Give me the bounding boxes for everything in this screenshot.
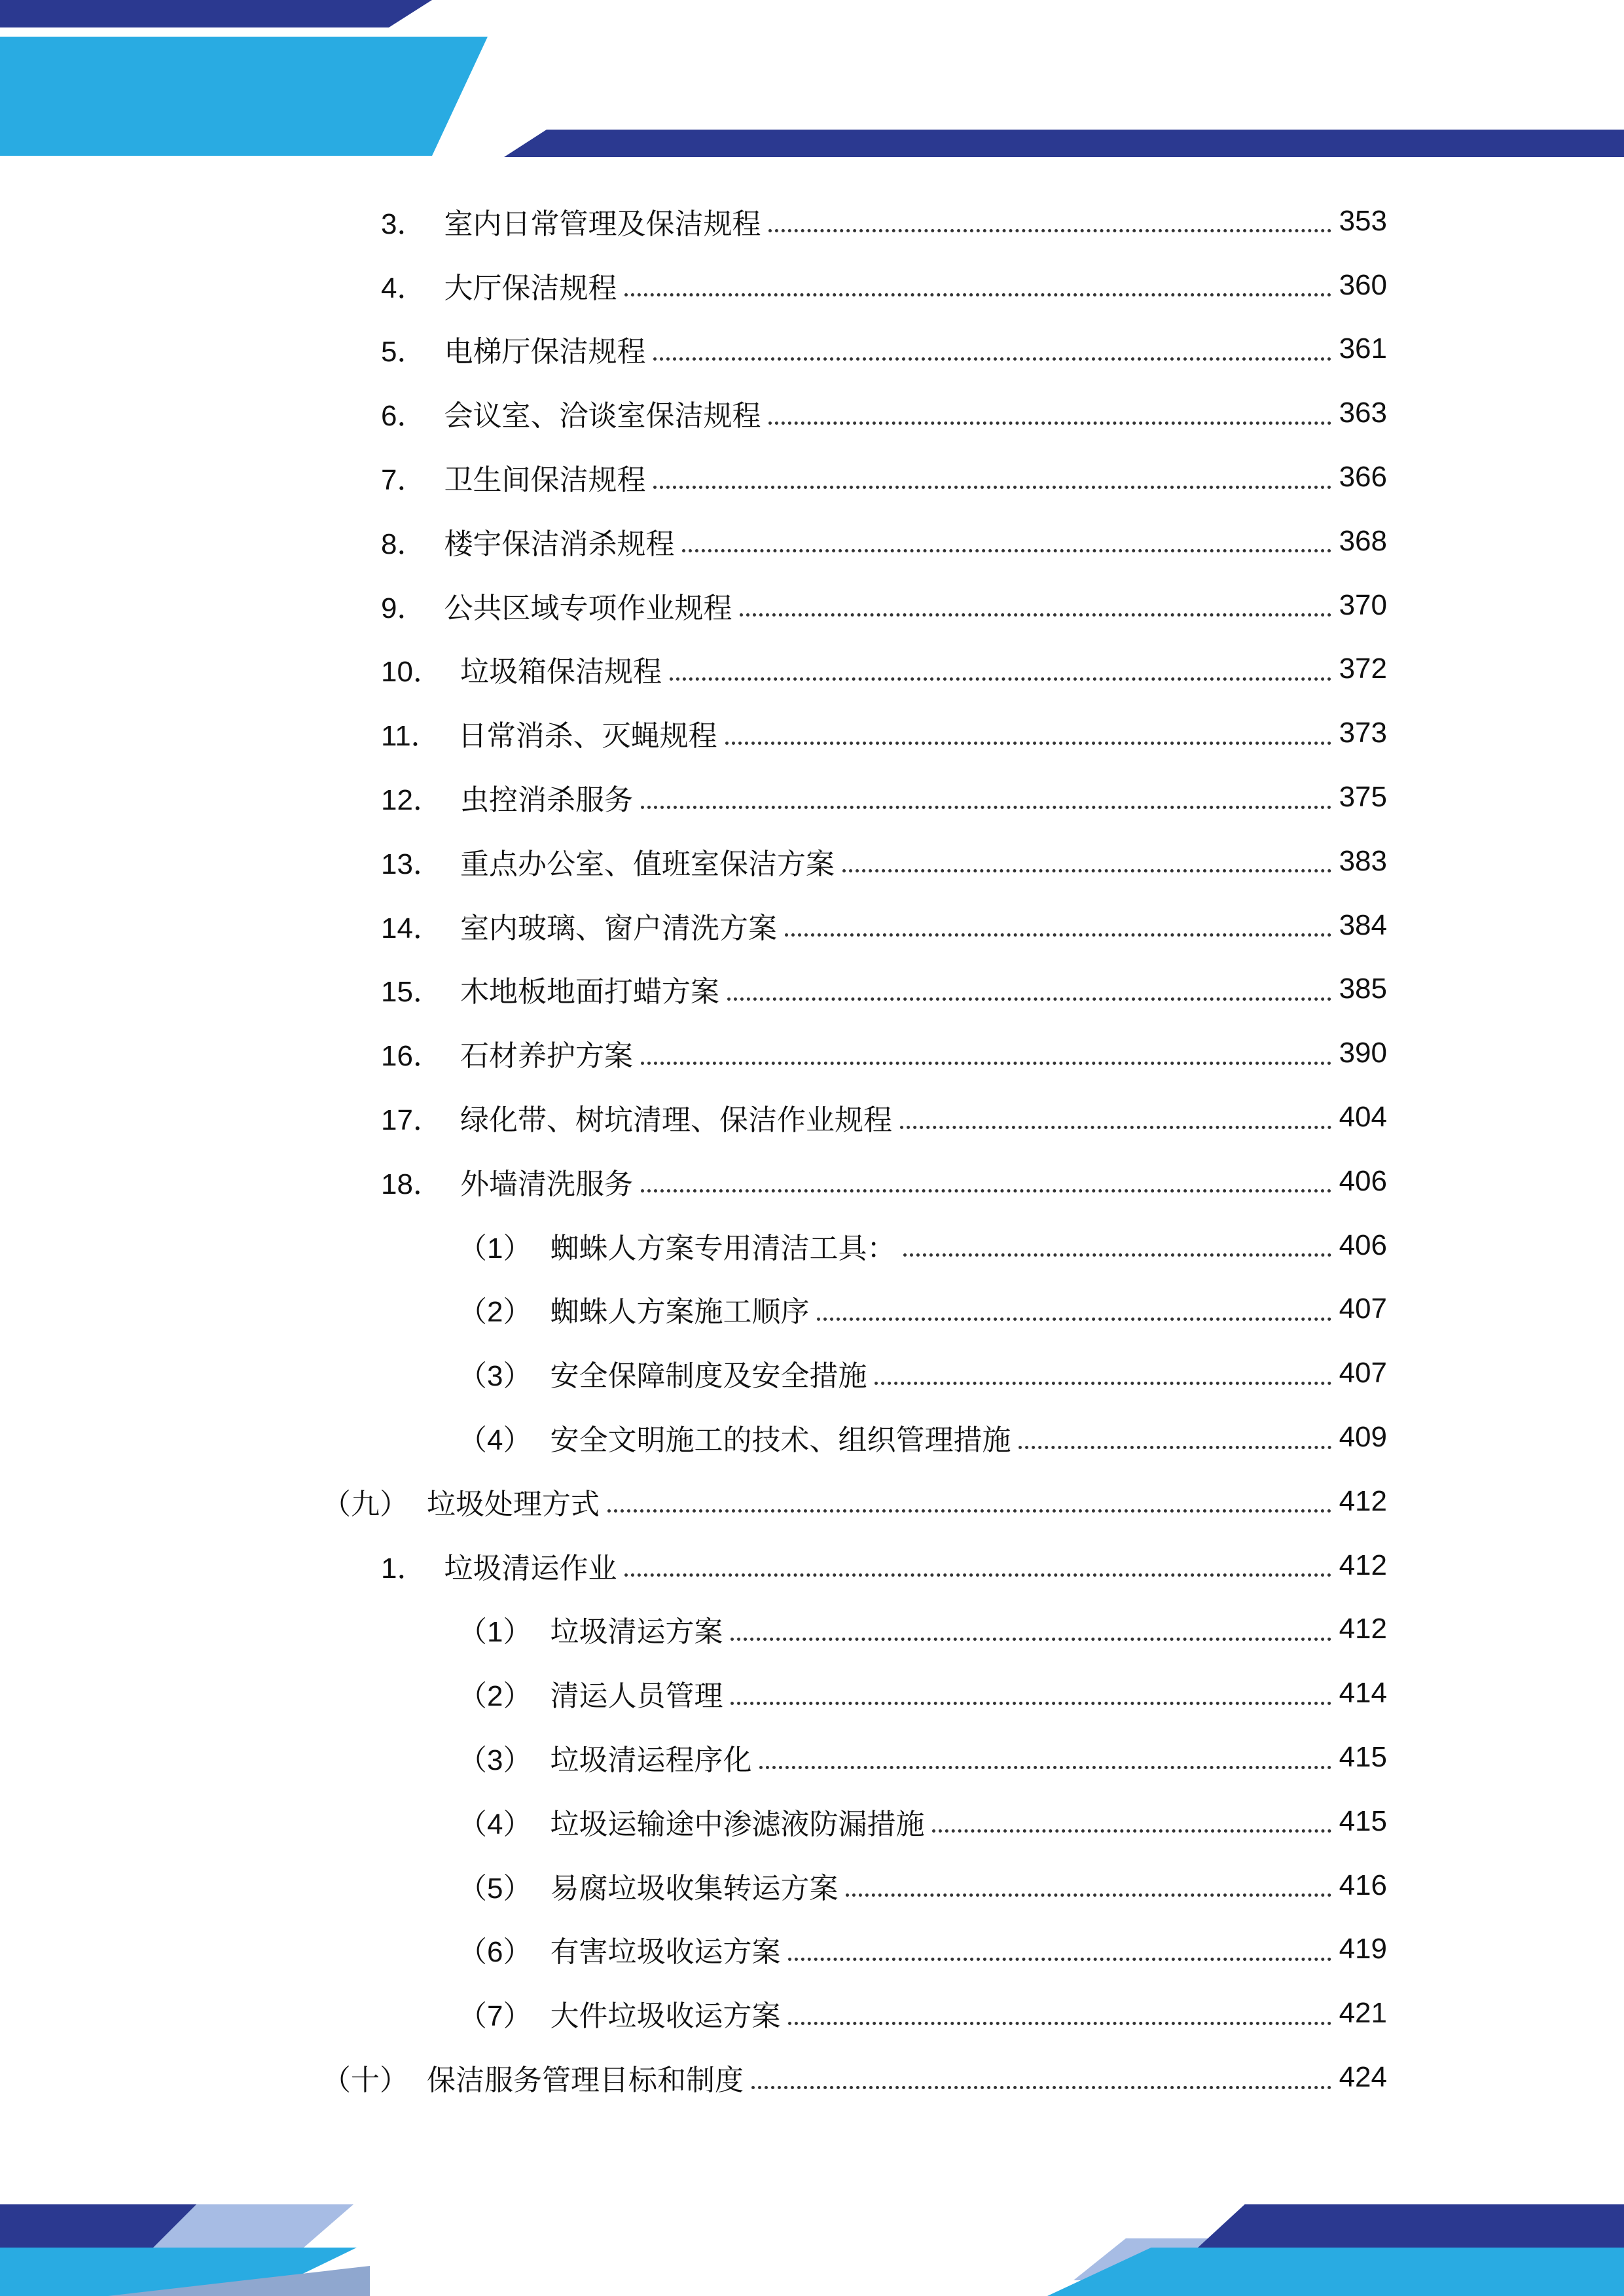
toc-entry-title: 石材养护方案: [460, 1040, 633, 1073]
toc-entry: [0, 829, 1387, 893]
toc-entry: [0, 1661, 1387, 1725]
toc-entry: [0, 1981, 1387, 2045]
toc-entry-number: （4）: [458, 1808, 532, 1840]
toc-dot-leader: [900, 1126, 1331, 1129]
toc-entry-number: （九）: [322, 1488, 408, 1520]
toc-entry-title: 重点办公室、值班室保洁方案: [460, 848, 835, 880]
toc-entry-title: 保洁服务管理目标和制度: [427, 2064, 744, 2096]
toc-entry-number: （5）: [458, 1872, 532, 1905]
toc-page-number: 406: [1339, 1229, 1387, 1261]
toc-entry-title: 电梯厅保洁规程: [444, 336, 646, 368]
toc-entry-number: （2）: [458, 1296, 532, 1329]
toc-page-number: 412: [1339, 1484, 1387, 1517]
toc-entry-title: 室内日常管理及保洁规程: [444, 207, 761, 240]
toc-dot-leader: [875, 1382, 1331, 1385]
toc-entry-number: 13．: [381, 848, 442, 880]
toc-page-number: 375: [1339, 781, 1387, 814]
toc-entry: [0, 253, 1387, 317]
toc-entry-title: 安全文明施工的技术、组织管理措施: [550, 1424, 1011, 1457]
toc-entry-title: 垃圾箱保洁规程: [460, 656, 662, 689]
toc-dot-leader: [788, 1958, 1331, 1961]
toc-entry-number: 17．: [381, 1104, 442, 1137]
toc-entry-number: （4）: [458, 1424, 532, 1457]
toc-entry-title: 垃圾处理方式: [427, 1488, 600, 1520]
toc-page-number: 360: [1339, 268, 1387, 301]
toc-page-number: 353: [1339, 204, 1387, 237]
toc-entry: [0, 1213, 1387, 1278]
toc-dot-leader: [1019, 1446, 1331, 1449]
toc-entry-number: （3）: [458, 1360, 532, 1393]
toc-entry-title: 安全保障制度及安全措施: [550, 1360, 867, 1393]
toc-entry: [0, 189, 1387, 253]
toc-dot-leader: [670, 677, 1331, 681]
toc-entry: [0, 509, 1387, 573]
toc-page-number: 407: [1339, 1357, 1387, 1390]
toc-page-number: 415: [1339, 1741, 1387, 1774]
toc-entry-title: 日常消杀、灭蝇规程: [458, 720, 717, 753]
toc-page-number: 366: [1339, 461, 1387, 493]
toc-entry-number: 18．: [381, 1168, 442, 1200]
toc-entry-title: 易腐垃圾收集转运方案: [550, 1872, 839, 1905]
toc-dot-leader: [785, 933, 1331, 937]
toc-dot-leader: [759, 1766, 1331, 1769]
toc-entry-title: 垃圾清运作业: [444, 1552, 617, 1585]
toc-entry: [0, 1598, 1387, 1662]
footer-navy-ribbon-right: [1198, 2204, 1624, 2248]
toc-entry-title: 会议室、洽谈室保洁规程: [444, 400, 761, 433]
toc-dot-leader: [641, 806, 1331, 809]
toc-page-number: 421: [1339, 1997, 1387, 2030]
toc-dot-leader: [731, 1702, 1331, 1705]
toc-page-number: 363: [1339, 397, 1387, 429]
toc-entry-title: 木地板地面打蜡方案: [460, 976, 719, 1009]
toc-dot-leader: [653, 486, 1331, 489]
toc-dot-leader: [725, 742, 1331, 745]
toc-dot-leader: [727, 997, 1331, 1001]
toc-entry-number: （1）: [458, 1232, 532, 1265]
toc-dot-leader: [682, 549, 1331, 552]
toc-entry: [0, 1085, 1387, 1149]
toc-entry: [0, 765, 1387, 829]
toc-page-number: 370: [1339, 588, 1387, 621]
toc-entry-number: 6．: [381, 400, 426, 433]
toc-entry-number: 16．: [381, 1040, 442, 1073]
toc-entry-number: 4．: [381, 272, 426, 304]
toc-entry-number: 3．: [381, 207, 426, 240]
toc-entry: [0, 1278, 1387, 1342]
toc-entry: [0, 1341, 1387, 1405]
toc-entry: [0, 445, 1387, 509]
toc-entry: [0, 573, 1387, 637]
toc-entry-number: 5．: [381, 336, 426, 368]
header-navy-stripe: [504, 130, 1624, 157]
toc-page-number: 372: [1339, 653, 1387, 685]
toc-page-number: 406: [1339, 1164, 1387, 1197]
toc-page-number: 407: [1339, 1293, 1387, 1325]
toc-entry: [0, 637, 1387, 702]
toc-page-number: 416: [1339, 1869, 1387, 1901]
toc-entry-title: 公共区域专项作业规程: [444, 592, 732, 624]
toc-dot-leader: [842, 869, 1331, 872]
toc-dot-leader: [607, 1509, 1331, 1513]
toc-entry-title: 垃圾清运程序化: [550, 1744, 752, 1777]
toc-entry-title: 大厅保洁规程: [444, 272, 617, 304]
toc-entry-title: 卫生间保洁规程: [444, 464, 646, 497]
header-cyan-ribbon: [0, 37, 488, 156]
toc-entry-number: 11．: [381, 720, 440, 753]
toc-entry-title: 楼宇保洁消杀规程: [444, 528, 675, 560]
toc-dot-leader: [751, 2086, 1331, 2089]
toc-dot-leader: [768, 422, 1331, 425]
toc-dot-leader: [932, 1829, 1331, 1833]
toc-entry-number: （1）: [458, 1616, 532, 1649]
header-navy-bar: [0, 0, 432, 27]
toc-page-number: 385: [1339, 973, 1387, 1005]
toc-entry-title: 垃圾运输途中渗滤液防漏措施: [550, 1808, 925, 1840]
toc-dot-leader: [903, 1253, 1331, 1257]
toc-entry-title: 有害垃圾收运方案: [550, 1936, 781, 1969]
toc-entry: [0, 1149, 1387, 1213]
toc-entry: [0, 1789, 1387, 1854]
toc-entry-number: 7．: [381, 464, 426, 497]
toc-dot-leader: [788, 2022, 1331, 2025]
toc-entry: [0, 2045, 1387, 2109]
toc-entry-title: 大件垃圾收运方案: [550, 2000, 781, 2033]
toc-entry: [0, 1725, 1387, 1789]
toc-entry-number: （3）: [458, 1744, 532, 1777]
toc-entry: [0, 958, 1387, 1022]
toc-entry: [0, 1405, 1387, 1469]
toc-page-number: 368: [1339, 524, 1387, 557]
toc-page-number: 412: [1339, 1613, 1387, 1645]
toc-page-number: 384: [1339, 908, 1387, 941]
toc-dot-leader: [624, 1573, 1331, 1577]
toc-dot-leader: [846, 1893, 1331, 1897]
toc-entry-title: 蜘蛛人方案施工顺序: [550, 1296, 810, 1329]
toc-entry-title: 虫控消杀服务: [460, 784, 633, 817]
toc-entry-number: 12．: [381, 784, 442, 817]
toc-entry-title: 绿化带、树坑清理、保洁作业规程: [460, 1104, 892, 1137]
toc-page-number: 414: [1339, 1677, 1387, 1710]
toc-entry-number: 10．: [381, 656, 442, 689]
toc-page-number: 424: [1339, 2061, 1387, 2093]
toc-entry-number: （十）: [322, 2064, 408, 2096]
toc-entry-title: 蜘蛛人方案专用清洁工具：: [550, 1232, 896, 1265]
toc-dot-leader: [641, 1062, 1331, 1065]
toc-entry: [0, 381, 1387, 445]
toc-entry: [0, 1021, 1387, 1085]
toc-entry-number: 14．: [381, 912, 442, 944]
toc-entry-number: （7）: [458, 2000, 532, 2033]
toc-entry-number: 15．: [381, 976, 442, 1009]
toc-entry: [0, 1469, 1387, 1534]
toc-entry-number: （6）: [458, 1936, 532, 1969]
toc-entry-title: 垃圾清运方案: [550, 1616, 723, 1649]
toc-page-number: 409: [1339, 1421, 1387, 1454]
toc-page-number: 404: [1339, 1101, 1387, 1134]
toc-entry-number: 9．: [381, 592, 426, 624]
toc-entry: [0, 893, 1387, 958]
toc-entry-title: 外墙清洗服务: [460, 1168, 633, 1200]
toc-dot-leader: [653, 357, 1331, 361]
toc-entry: [0, 1854, 1387, 1918]
toc-entry-title: 室内玻璃、窗户清洗方案: [460, 912, 777, 944]
toc-entry-number: 1．: [381, 1552, 426, 1585]
toc-dot-leader: [641, 1189, 1331, 1193]
toc: [0, 189, 1624, 2109]
toc-page-number: 390: [1339, 1037, 1387, 1069]
toc-dot-leader: [817, 1318, 1331, 1321]
toc-page-number: 412: [1339, 1549, 1387, 1581]
toc-page-number: 373: [1339, 717, 1387, 749]
toc-entry-number: （2）: [458, 1680, 532, 1713]
toc-dot-leader: [768, 229, 1331, 232]
toc-entry-title: 清运人员管理: [550, 1680, 723, 1713]
toc-entry: [0, 701, 1387, 765]
toc-entry: [0, 1918, 1387, 1982]
toc-page-number: 383: [1339, 844, 1387, 877]
toc-entry-number: 8．: [381, 528, 426, 560]
toc-entry: [0, 317, 1387, 382]
toc-page-number: 415: [1339, 1804, 1387, 1837]
toc-dot-leader: [740, 613, 1331, 617]
toc-dot-leader: [624, 293, 1331, 296]
toc-entry: [0, 1534, 1387, 1598]
toc-page-number: 419: [1339, 1933, 1387, 1965]
toc-dot-leader: [731, 1638, 1331, 1641]
toc-page-number: 361: [1339, 332, 1387, 365]
